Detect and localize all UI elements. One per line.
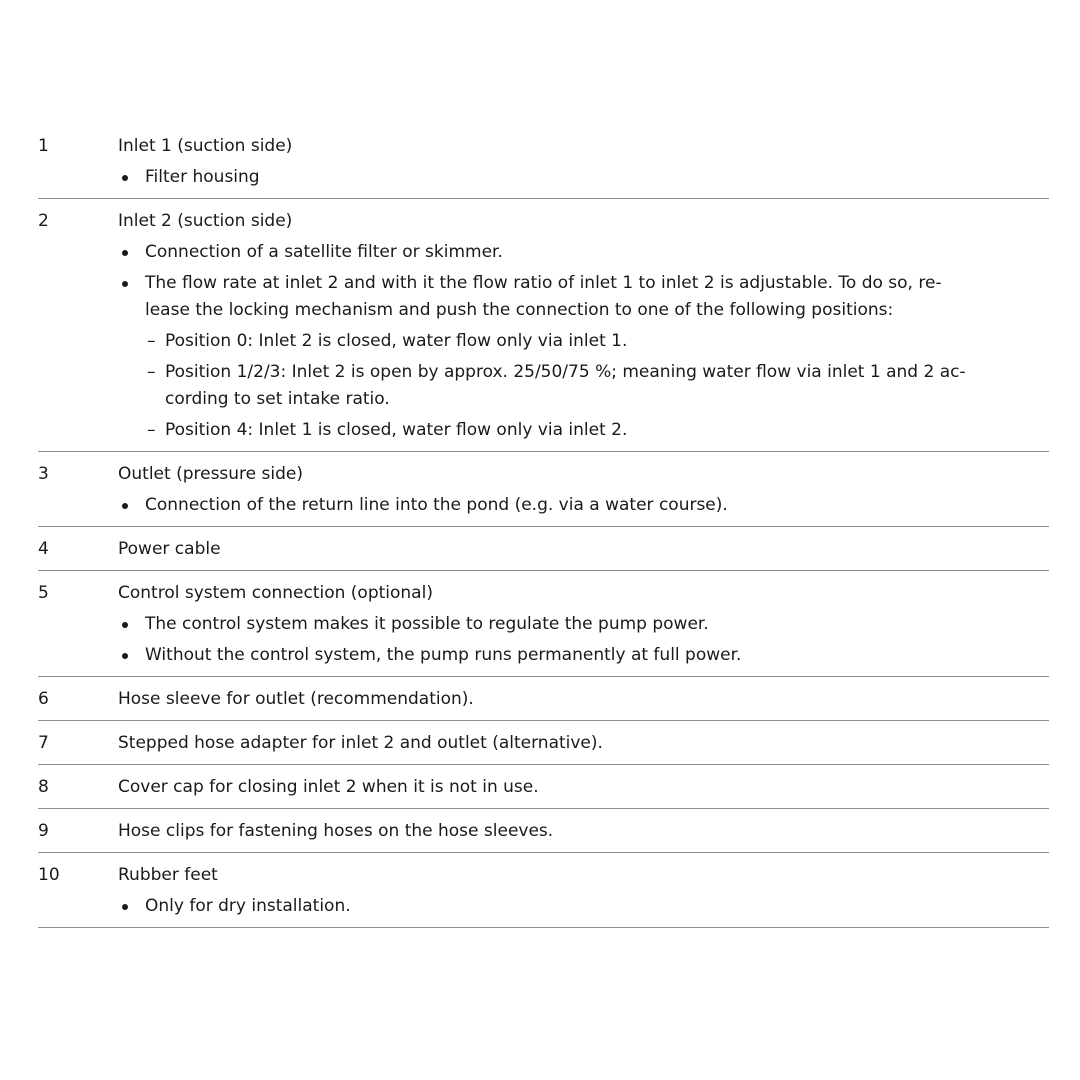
item-number: 3	[38, 464, 49, 484]
item-number: 7	[38, 733, 49, 753]
legend-row-9	[38, 809, 1049, 853]
bullet-item	[118, 642, 1049, 669]
item-title: Inlet 2 (suction side)	[118, 211, 293, 231]
item-content	[118, 862, 1049, 920]
item-number: 8	[38, 777, 49, 797]
legend-row-8	[38, 765, 1049, 809]
sub-item	[145, 417, 1049, 444]
item-content	[118, 461, 1049, 519]
bullet-text: lease the locking mechanism and push the connection to one of the following positions:	[145, 300, 894, 320]
bullet-text: The control system makes it possible to regulate the pump power.	[145, 614, 709, 634]
bullet-item	[118, 239, 1049, 266]
item-title: Cover cap for closing inlet 2 when it is not in use.	[118, 777, 539, 797]
bullet-list	[118, 492, 1049, 519]
bullet-item	[118, 492, 1049, 519]
legend-row-10	[38, 853, 1049, 928]
legend-row-1	[38, 124, 1049, 199]
item-title: Control system connection (optional)	[118, 583, 433, 603]
bullet-item	[118, 611, 1049, 638]
sub-list	[145, 328, 1049, 444]
bullet-item	[118, 893, 1049, 920]
bullet-item	[118, 270, 1049, 444]
bullet-item	[118, 164, 1049, 191]
item-title: Hose clips for fastening hoses on the hose sleeves.	[118, 821, 554, 841]
bullet-text: Filter housing	[145, 167, 260, 187]
item-content	[118, 686, 1049, 713]
sub-item	[145, 328, 1049, 355]
legend-row-6	[38, 677, 1049, 721]
item-title: Outlet (pressure side)	[118, 464, 303, 484]
bullet-text: The flow rate at inlet 2 and with it the flow ratio of inlet 1 to inlet 2 is adjustable. To do so, re-	[145, 273, 942, 293]
legend-row-3	[38, 452, 1049, 527]
item-title: Stepped hose adapter for inlet 2 and outlet (alternative).	[118, 733, 603, 753]
bullet-text: Connection of the return line into the pond (e.g. via a water course).	[145, 495, 728, 515]
bullet-text: Only for dry installation.	[145, 896, 351, 916]
sub-item-text: – Position 0: Inlet 2 is closed, water flow only via inlet 1.	[165, 331, 628, 351]
sub-item	[145, 359, 1049, 413]
legend-row-7	[38, 721, 1049, 765]
item-content	[118, 536, 1049, 563]
item-title: Hose sleeve for outlet (recommendation).	[118, 689, 474, 709]
item-content	[118, 133, 1049, 191]
legend-table	[38, 124, 1049, 928]
item-content	[118, 208, 1049, 444]
sub-item-text: – Position 4: Inlet 1 is closed, water flow only via inlet 2.	[165, 420, 628, 440]
item-content	[118, 580, 1049, 669]
legend-row-2	[38, 199, 1049, 452]
item-title: Rubber feet	[118, 865, 218, 885]
legend-row-4	[38, 527, 1049, 571]
item-number: 1	[38, 136, 49, 156]
item-number: 6	[38, 689, 49, 709]
sub-item-text: – Position 1/2/3: Inlet 2 is open by approx. 25/50/75 %; meaning water flow via inlet 1 and 2 ac-	[165, 362, 966, 382]
bullet-text: Without the control system, the pump runs permanently at full power.	[145, 645, 742, 665]
item-number: 5	[38, 583, 49, 603]
bullet-list	[118, 164, 1049, 191]
bullet-list	[118, 239, 1049, 444]
item-number: 2	[38, 211, 49, 231]
bullet-list	[118, 893, 1049, 920]
item-number: 9	[38, 821, 49, 841]
item-content	[118, 818, 1049, 845]
item-content	[118, 730, 1049, 757]
bullet-list	[118, 611, 1049, 669]
item-title: Inlet 1 (suction side)	[118, 136, 293, 156]
item-title: Power cable	[118, 539, 221, 559]
item-number: 4	[38, 539, 49, 559]
sub-item-text: cording to set intake ratio.	[165, 389, 390, 409]
legend-row-5	[38, 571, 1049, 677]
bullet-text: Connection of a satellite filter or skimmer.	[145, 242, 503, 262]
item-content	[118, 774, 1049, 801]
item-number: 10	[38, 865, 60, 885]
